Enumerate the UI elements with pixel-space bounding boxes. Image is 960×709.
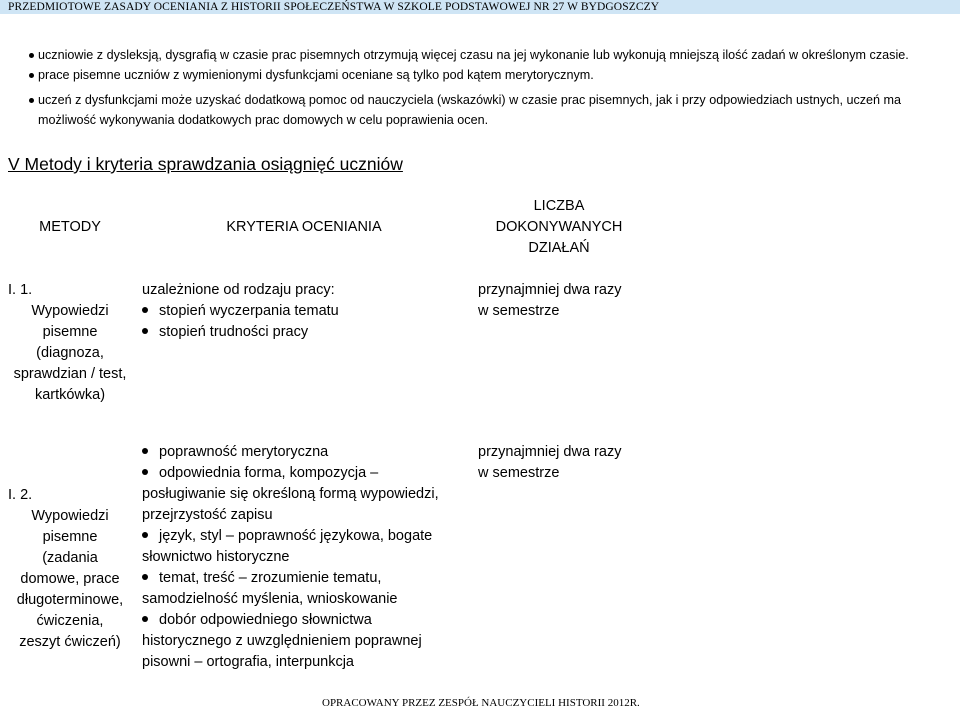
intro-bullet-continuation: możliwość wykonywania dodatkowych prac domowych w celu poprawienia ocen. xyxy=(38,113,489,127)
criteria-item-continuation xyxy=(142,547,472,568)
method-line: Wypowiedzi xyxy=(31,303,109,319)
method-line: pisemne xyxy=(42,324,98,340)
criteria-item xyxy=(142,463,472,484)
bullet-icon xyxy=(142,532,148,538)
count-line: w semestrze xyxy=(478,465,560,481)
table-row-1-count xyxy=(478,280,648,322)
table-row-1-method xyxy=(8,280,132,406)
method-line: ćwiczenia, xyxy=(36,613,104,629)
bullet-icon xyxy=(142,448,148,454)
count-line: w semestrze xyxy=(478,303,560,319)
criteria-text: przejrzystość zapisu xyxy=(142,507,273,523)
method-line: zeszyt ćwiczeń) xyxy=(19,634,121,650)
intro-bullet-item: prace pisemne uczniów z wymienionymi dysfunkcjami oceniane są tylko pod kątem merytorycznym. xyxy=(38,65,594,85)
column-header-count-line: LICZBA xyxy=(533,198,585,214)
criteria-item xyxy=(142,610,472,631)
criteria-text: dobór odpowiedniego słownictwa xyxy=(159,612,372,628)
criteria-item-continuation xyxy=(142,652,472,673)
bullet-icon xyxy=(142,469,148,475)
document-footer: OPRACOWANY PRZEZ ZESPÓŁ NAUCZYCIELI HISTORII 2012R. xyxy=(322,697,640,709)
bullet-icon xyxy=(142,574,148,580)
criteria-text: stopień trudności pracy xyxy=(159,324,309,340)
criteria-item xyxy=(142,442,472,463)
criteria-list xyxy=(142,301,472,343)
criteria-item-continuation xyxy=(142,484,472,505)
column-header-criteria: KRYTERIA OCENIANIA xyxy=(226,219,382,235)
intro-bullet-item: uczniowie z dysleksją, dysgrafią w czasie prac pisemnych otrzymują więcej czasu na jej wykonanie lub wykonują mniejszą ilość zadań w określonym czasie. xyxy=(38,45,909,65)
column-header-count-line: DOKONYWANYCH xyxy=(495,219,623,235)
criteria-text: poprawność merytoryczna xyxy=(159,444,329,460)
count-line: przynajmniej dwa razy xyxy=(478,444,622,460)
criteria-item-continuation xyxy=(142,505,472,526)
bullet-icon xyxy=(142,307,148,313)
method-line: kartkówka) xyxy=(34,387,106,403)
table-row-2-count xyxy=(478,442,648,484)
column-header-methods: METODY xyxy=(39,219,101,235)
method-line: Wypowiedzi xyxy=(31,508,109,524)
method-line: (diagnoza, xyxy=(36,345,104,361)
method-line: sprawdzian / test, xyxy=(13,366,127,382)
document-header-title: PRZEDMIOTOWE ZASADY OCENIANIA Z HISTORII SPOŁECZEŃSTWA W SZKOLE PODSTAWOWEJ NR 27 W BYDGOSZCZY xyxy=(8,1,660,13)
criteria-intro: uzależnione od rodzaju pracy: xyxy=(142,282,335,298)
section-heading: V Metody i kryteria sprawdzania osiągnięć uczniów xyxy=(8,154,403,174)
column-header-count xyxy=(478,196,640,259)
criteria-item xyxy=(142,526,472,547)
criteria-text: język, styl – poprawność językowa, bogate xyxy=(159,528,433,544)
criteria-text: stopień wyczerpania tematu xyxy=(159,303,339,319)
table-row-1-criteria xyxy=(142,280,472,343)
method-line: pisemne xyxy=(42,529,98,545)
table-row-2-criteria xyxy=(142,442,472,673)
bullet-icon xyxy=(142,616,148,622)
criteria-item xyxy=(142,301,472,322)
criteria-item xyxy=(142,322,472,343)
criteria-text: słownictwo historyczne xyxy=(142,549,290,565)
criteria-text: posługiwanie się określoną formą wypowiedzi, xyxy=(142,486,439,502)
criteria-item-continuation xyxy=(142,589,472,610)
criteria-text: pisowni – ortografia, interpunkcja xyxy=(142,654,354,670)
criteria-text: temat, treść – zrozumienie tematu, xyxy=(159,570,382,586)
method-line: domowe, prace xyxy=(20,571,120,587)
criteria-list xyxy=(142,442,472,673)
row-number: I. 1. xyxy=(8,282,33,298)
intro-bullet-item: uczeń z dysfunkcjami może uzyskać dodatkową pomoc od nauczyciela (wskazówki) w czasie prac pisemnych, jak i przy odpowiedziach ustnych, uczeń ma xyxy=(38,90,901,110)
row-number: I. 2. xyxy=(8,487,33,503)
table-row-2-method xyxy=(8,485,132,653)
criteria-text: samodzielność myślenia, wnioskowanie xyxy=(142,591,398,607)
criteria-item xyxy=(142,568,472,589)
column-header-count-line: DZIAŁAŃ xyxy=(528,240,590,256)
criteria-text: historycznego z uwzględnieniem poprawnej xyxy=(142,633,422,649)
criteria-text: odpowiednia forma, kompozycja – xyxy=(159,465,379,481)
method-line: (zadania xyxy=(42,550,98,566)
bullet-icon xyxy=(142,328,148,334)
method-line: długoterminowe, xyxy=(16,592,124,608)
document-header-band xyxy=(0,0,960,14)
criteria-item-continuation xyxy=(142,631,472,652)
count-line: przynajmniej dwa razy xyxy=(478,282,622,298)
